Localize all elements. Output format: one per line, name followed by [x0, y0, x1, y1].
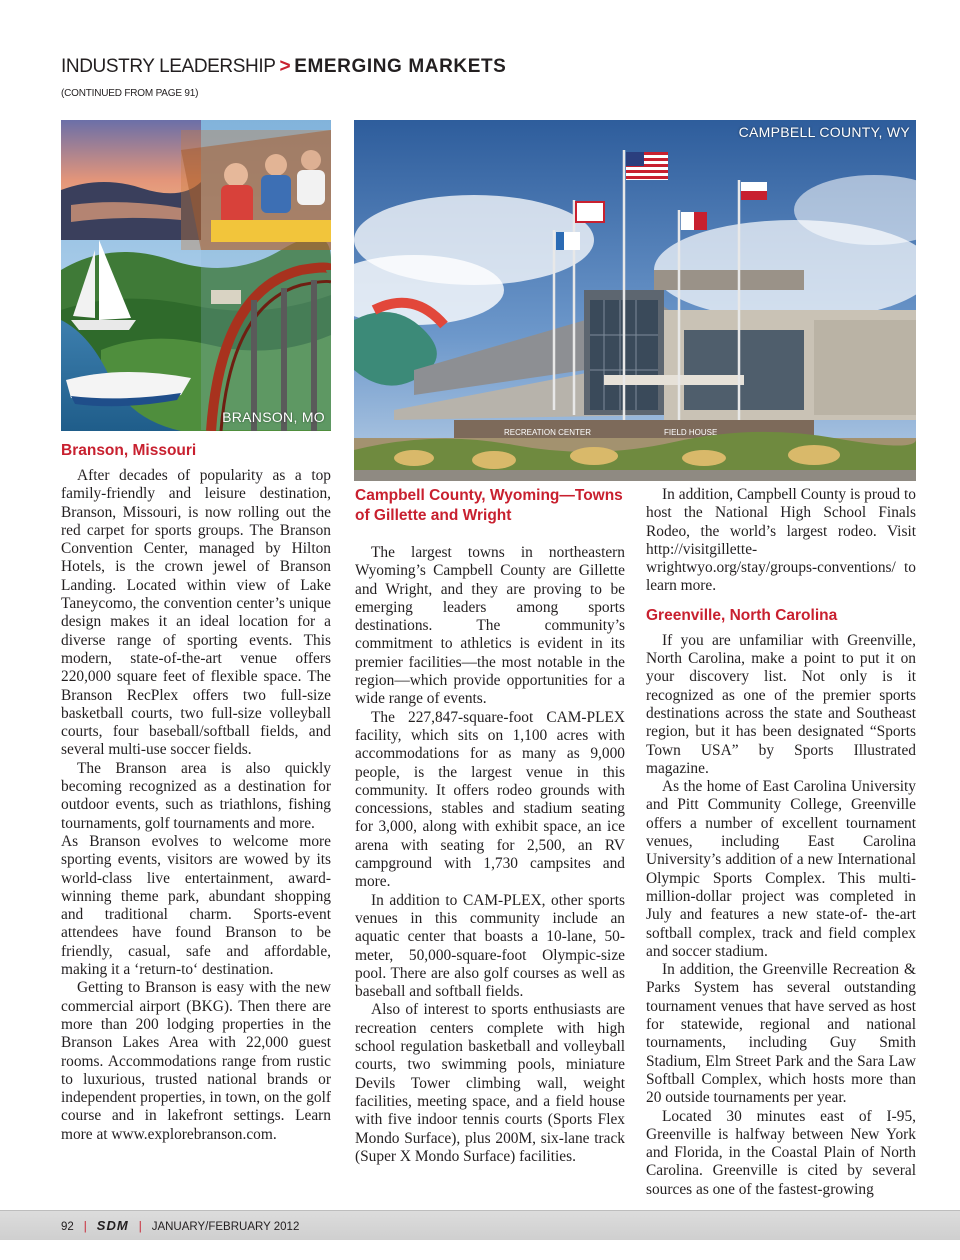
footer-content [61, 1218, 299, 1233]
branson-paragraph: Getting to Branson is easy with the new commercial airport (BKG). Then there are more than 200 lodging properties in the Branson Lakes Area with 22,000 guest rooms. Accommodations range from rustic to luxurious, trusted national brands or independent properties, in town, on the golf course and in lakefront settings. Learn more at www.explorebranson.com. [61, 979, 331, 1143]
page-number: 92 [61, 1221, 74, 1233]
branson-paragraph: After decades of popularity as a top family-friendly and leisure destination, Branson, Missouri, is now rolling out the red carpet for sports groups. The Branson Convention Center, managed by Hilton Hotels, is the crown jewel of Branson Landing. Located within view of Lake Taneycomo, the convention center’s unique design makes it an ideal location for a diverse range of sporting events. This modern, state-of-the-art venue offers 220,000 square feet of flexible space. The Branson RecPlex offers two full-size basketball courts, two full-size volleyball courts, four baseball/softball fields, and several multi-use soccer fields. [61, 467, 331, 759]
greenville-article [646, 486, 916, 1199]
greenville-heading: Greenville, North Carolina [646, 606, 838, 624]
branson-heading: Branson, Missouri [61, 442, 197, 459]
us-flag [626, 152, 668, 180]
kicker-separator: > [279, 56, 291, 77]
footer-divider: | [83, 1221, 87, 1233]
branson-article [61, 441, 331, 1144]
campbell-article [355, 486, 625, 1166]
greenville-paragraph: As the home of East Carolina University and Pitt Community College, Greenville offers a number of excellent tournament venues, including East Carolina University’s addition of a new International Olympic Sports Complex. This multi-million-dollar project was completed in July and features a new state-of- the-art softball complex, track and field complex and soccer stadium. [646, 778, 916, 960]
campbell-heading: Campbell County, Wyoming—Towns of Gillette and Wright [355, 487, 623, 524]
campbell-paragraph: The 227,847-square-foot CAM-PLEX facility, which sits on 1,100 acres with accommodations for as many as 9,000 people, is the largest venue in this community. It offers rodeo grounds with concessions, stables and stadium seating for 3,000, along with exhibit space, an ice arena with seating for 2,500, an RV campground with 1,730 campsites and more. [355, 708, 625, 891]
campbell-paragraph: The largest towns in northeastern Wyoming’s Campbell County are Gillette and Wright, and they are proving to be emerging leaders among sports destinations. The community’s commitment to athletics is evident in its premier facilities—the most notable in the region—which provide opportunities for a wide range of events. [355, 544, 625, 708]
greenville-paragraph: If you are unfamiliar with Greenville, North Carolina, make a point to put it on your discovery list. Not only is it recognized as one of the premier sports destinations across the state and Southeast region, but it has been designated “Sports Town USA” by Sports Illustrated magazine. [646, 631, 916, 777]
campbell-paragraph: In addition, Campbell County is proud to host the National High School Finals Rodeo, the world’s largest rodeo. Visit http://visitgillette-wrightwyo.org/stay/groups-conventions/ to learn more. [646, 486, 916, 595]
issue-date: JANUARY/FEBRUARY 2012 [151, 1221, 300, 1233]
continued-note: (CONTINUED FROM PAGE 91) [61, 88, 199, 99]
page-header [61, 56, 506, 78]
subsection-label: EMERGING MARKETS [294, 56, 507, 77]
page-footer [0, 1210, 960, 1240]
campbell-caption: CAMPBELL COUNTY, WY [738, 124, 910, 140]
greenville-paragraph: Located 30 minutes east of I-95, Greenville is halfway between New York and Florida, in the Coastal Plain of North Carolina. Greenville is cited by several sources as one of the fastest-growing [646, 1107, 916, 1198]
magazine-logo: SDM [96, 1218, 129, 1233]
footer-divider: | [138, 1221, 142, 1233]
branson-collage-image [61, 120, 331, 431]
campbell-paragraph: Also of interest to sports enthusiasts are recreation centers complete with high school regulation basketball and volleyball courts, two swimming pools, miniature Devils Tower climbing wall, weight facilities, meeting space, and a field house with five indoor tennis courts (Sports Flex Mondo Surface), plus 200M, six-lane track (Super X Mondo Surface) facilities. [355, 1001, 625, 1165]
campbell-photo [354, 120, 916, 481]
section-label: INDUSTRY LEADERSHIP [61, 56, 276, 77]
sign-recreation-center: RECREATION CENTER [504, 428, 591, 437]
branson-caption: BRANSON, MO [222, 409, 325, 425]
sign-field-house: FIELD HOUSE [664, 428, 718, 437]
branson-paragraph: The Branson area is also quickly becoming recognized as a destination for outdoor events, such as triathlons, fishing tournaments, golf tournaments and more. [61, 759, 331, 832]
campbell-paragraph: In addition to CAM-PLEX, other sports venues in this community include an aquatic center that boasts a 10-lane, 50-meter, 50,000-square-foot Olympic-size pool. There are also golf courses as well as baseball and softball fields. [355, 891, 625, 1001]
branson-paragraph: As Branson evolves to welcome more sporting events, visitors are wowed by its world-class live entertainment, award-winning theme park, abundant shopping and traditional charm. Sports-event attendees have found Branson to be friendly, casual, safe and affordable, making it a ‘return-to‘ destination. [61, 832, 331, 979]
branson-photo [61, 120, 331, 431]
section-kicker [61, 56, 506, 78]
campbell-building-image [354, 120, 916, 481]
greenville-paragraph: In addition, the Greenville Recreation & Parks System has several outstanding tournament venues that have served as host for statewide, regional and national tournaments, including Guy Smith Stadium, Elm Street Park and the Sara Law Softball Complex, which hosts more than 20 outside tournaments per year. [646, 961, 916, 1107]
